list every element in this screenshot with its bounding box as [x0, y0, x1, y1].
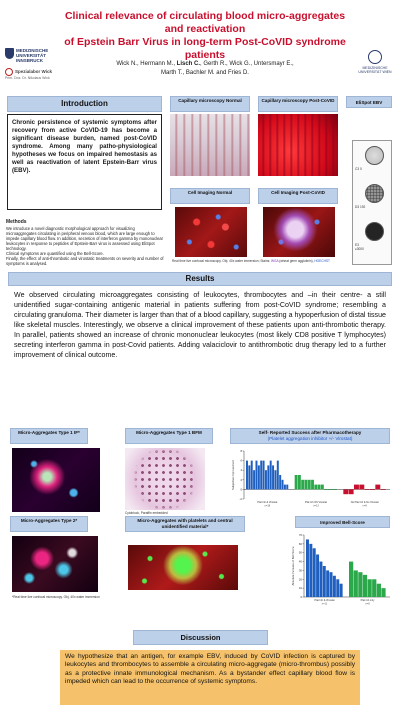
title-line-1: Clinical relevance of circulating blood micro-aggregates and reactivation: [64, 10, 346, 35]
lab-logo: [5, 68, 65, 76]
cell-imaging-normal-image: [175, 207, 247, 257]
y-tick-label: 4: [240, 468, 242, 473]
bar: [282, 480, 284, 490]
bar: [301, 480, 304, 490]
bar: [295, 475, 298, 489]
bar: [319, 562, 322, 597]
group-label: No Plat Inh & No Virostat: [350, 501, 379, 504]
bar: [272, 465, 274, 489]
bar: [260, 461, 262, 490]
university-name: MEDIZINISCHE UNIVERSITÄT INNSBRUCK: [16, 48, 49, 63]
capillary-normal-image: [170, 114, 250, 176]
methods-text-1: We introduce a novel diagnostic morphological approach for visualizing microaggregates circulating in peripheral venous blood, which are large enough to impede capillary blood flow. In addition, secretion of interferon gamma by mononuclear leukocytes in response to peptides of Epstein-Barr virus is assessed using EliSpot technology.: [6, 226, 164, 251]
cap-normal-label: Capillary microscopy Normal: [170, 96, 250, 112]
cell-caption-pre: Real time live confocal microscopy. Obj. 40x water immersion; Stains:: [172, 259, 271, 263]
bar: [327, 489, 330, 490]
seal-icon: [368, 50, 382, 64]
self-reported-chart: [230, 447, 395, 512]
y-tick-label: 60: [298, 541, 302, 546]
cell-normal-label: Cell Imaging Normal: [170, 188, 250, 204]
group-n-label: n=11: [321, 602, 328, 606]
bar: [255, 461, 257, 490]
bar: [267, 465, 269, 489]
y-tick-label: 0: [240, 487, 242, 492]
y-tick-label: 0: [300, 595, 302, 599]
self-reported-sub: (Platelet aggregation inhibitor +/- Virostat): [267, 435, 353, 441]
cell-post-label: Cell Imaging Post-CoVID: [258, 188, 338, 204]
group-label: Plat Inh & Virostat: [257, 501, 278, 504]
poster-title: [60, 10, 350, 62]
group-label: Plat Inh OS Virostat: [305, 501, 327, 504]
bar: [314, 485, 317, 490]
results-text: We observed circulating microaggregates consisting of leukocytes, thrombocytes and –in their centre- a still unidentified sugar-containing antigenic material in patients suffering from post-CoVID syndrome; resembling a circulating granuloma. Their diameter is larger than that of a blood capillary, suggesting a hypoperfusion of distal tissue like skeletal muscles. Interestingly, we observe a clinical improvement of these patients upon anti-thrombotic therapy. In parallel, patients showed an increase of chronic mononuclear leukocytes (most likely CD8 positive T lymphocytes) secreting interferon gamma in post-Covid patients. Adding valaciclovir to antithrombotic drug therapy led to a further improvement of clinical outcome.: [14, 291, 386, 359]
university-logo: [5, 48, 65, 90]
bar: [270, 461, 272, 490]
group-n-label: n=18: [264, 504, 271, 508]
group-label: Plat Inh & Virostat: [314, 599, 335, 602]
platelets-label: Micro-Aggregates with platelets and central unidentified material*: [125, 516, 245, 532]
bar: [372, 579, 376, 597]
bar: [358, 572, 362, 597]
y-tick-label: 6: [240, 458, 242, 463]
meduni-wien-text: MEDIZINISCHE UNIVERSITÄT WIEN: [358, 66, 392, 74]
methods-text-3: Finally, the effect of anti-thrombotic and virostatic treatments on severity and number of symptoms is analysed.: [6, 256, 164, 266]
authors-line-2: Marth T., Bachler M. and Fries D.: [161, 70, 249, 76]
bar: [359, 485, 364, 490]
elispot-panel: [352, 140, 392, 265]
results-heading: Results: [8, 272, 392, 286]
methods-heading: Methods: [6, 219, 27, 225]
type1-bfm-label: Micro-Aggregates Type 1 BFM: [125, 428, 213, 444]
y-tick-label: 30: [298, 568, 302, 573]
bar: [277, 461, 279, 490]
authors-bold: Lisch C.: [176, 61, 200, 67]
group-label: Plat Inh only: [360, 599, 375, 602]
introduction-text: Chronic persistence of systemic symptoms after recovery from active CoVID-19 has become a significant disease burden, named post-CoVID syndrome. Among many patho-physiological hypotheses we focus on impaired hemostasis as well as reactivation of latent Epstein-Barr virus (EBV).: [7, 114, 162, 210]
bar: [370, 489, 375, 490]
bar: [354, 570, 358, 597]
group-n-label: n=8: [365, 602, 370, 606]
bar: [258, 465, 260, 489]
bar: [313, 548, 316, 597]
y-tick-label: 2: [240, 477, 242, 482]
y-axis-label: Subjective Improvement: [231, 459, 235, 491]
authors-pre: Wick N., Hermann M.,: [116, 61, 177, 67]
bar: [284, 485, 286, 490]
bar: [253, 470, 255, 489]
cell-imaging-postcovid-image: [263, 207, 335, 257]
bell-label: Improved Bell-Score: [295, 516, 390, 528]
bar: [340, 584, 343, 597]
y-axis-label: Absolute Increase of Bell Score: [291, 546, 295, 586]
methods-text-2: Clinical symptoms are quantified using the Bell-Score.: [6, 251, 104, 256]
bar: [305, 480, 308, 490]
bar: [381, 588, 385, 597]
elispot-c3-label: C3 0: [355, 167, 362, 171]
bar: [363, 575, 367, 597]
type2-image: [12, 536, 98, 592]
y-tick-label: 40: [298, 559, 302, 564]
meduni-wien-logo: [355, 50, 395, 80]
lab-sub: Prim. Doz. Dr. Nikolaus Wick: [5, 76, 50, 80]
cell-imaging-caption: [172, 259, 352, 263]
bar: [377, 584, 381, 597]
bar: [316, 554, 319, 597]
bar: [349, 489, 354, 494]
type1-if-image: [12, 448, 100, 512]
elispot-e3-label: E3 ≥3000: [355, 243, 364, 251]
discussion-heading: Discussion: [133, 630, 268, 645]
author-list: [80, 60, 330, 78]
bar: [248, 465, 250, 489]
y-tick-label: 10: [298, 586, 302, 591]
bar: [279, 475, 281, 489]
bar: [368, 579, 372, 597]
capillary-postcovid-image: [258, 114, 338, 176]
bar: [309, 544, 312, 597]
crest-icon: [5, 48, 14, 59]
self-reported-title: Self- Reported Success after Pharmacotherapy: [258, 430, 362, 435]
cell-caption-mid: (wheat germ agglutinin),: [278, 259, 315, 263]
y-tick-label: 50: [298, 550, 302, 555]
bar: [381, 489, 386, 490]
cap-post-label: Capillary microscopy Post-CoVID: [258, 96, 338, 112]
y-tick-label: 20: [298, 577, 302, 582]
type1-if-label: Micro-Aggregates Type 1 IF*: [10, 428, 88, 444]
bar: [349, 562, 353, 597]
elispot-label: EliSpot EBV: [346, 96, 392, 108]
y-tick-label: -2: [239, 497, 242, 501]
type2-label: Micro-Aggregates Type 2*: [10, 516, 88, 532]
bar: [321, 485, 324, 490]
cell-caption-wga: WGA: [270, 259, 279, 263]
elispot-well-e3: [365, 222, 384, 241]
elispot-d3-label: D3 192: [355, 205, 366, 209]
bar: [365, 489, 370, 490]
authors-line-1: [80, 60, 330, 69]
elispot-well-c3: [365, 146, 384, 165]
bar: [246, 461, 248, 490]
bar: [336, 579, 339, 597]
bar: [324, 489, 327, 490]
bar: [323, 566, 326, 597]
bar: [251, 461, 253, 490]
elispot-well-d3: [365, 184, 384, 203]
title-line-2: of Epstein Barr Virus in long-term Post-CoVID syndrome patients: [64, 36, 346, 61]
bar: [330, 572, 333, 597]
introduction-heading: Introduction: [7, 96, 162, 112]
self-reported-label: [230, 428, 390, 444]
bell-score-chart: [290, 531, 395, 611]
bar: [331, 489, 334, 490]
authors-post: , Gerth R., Wick G., Untersmayr E.,: [200, 61, 294, 67]
bar: [263, 461, 265, 490]
bar: [306, 539, 309, 597]
bar: [298, 475, 301, 489]
bottom-caption: *Real time live confocal microscopy. Obj. 40x water immersion: [12, 595, 100, 599]
bar: [265, 470, 267, 489]
self-reported-chart-svg: [230, 447, 395, 512]
bar: [274, 470, 276, 489]
bar: [333, 576, 336, 597]
group-n-label: n=13: [313, 504, 319, 508]
group-n-label: n=8: [362, 504, 367, 508]
bar: [354, 485, 359, 490]
bar: [286, 485, 288, 490]
bar: [375, 485, 380, 490]
methods-section: [6, 220, 166, 266]
bfm-caption: Cytoblock, Paraffin embedded: [125, 511, 168, 515]
type1-bfm-image: [125, 448, 205, 510]
lab-name: Spezialabor Wick: [15, 69, 52, 75]
cell-caption-hoechst: HOECHST: [314, 259, 330, 263]
bar: [308, 480, 311, 490]
bar: [311, 480, 314, 490]
y-tick-label: 70: [298, 533, 302, 537]
discussion-text: We hypothesize that an antigen, for example EBV, induced by CoVID infection is captured by leukocytes and thrombocytes to assemble a circulating micro-aggregate (micro-thrombus) possibly as a protective innate immunological mechanism. As a bystander effect capillary blood flow is impeded which can lead to the occurrence of systemic symptoms.: [60, 650, 360, 705]
bfm-dots: [125, 448, 205, 510]
bar: [343, 489, 348, 494]
lab-mark-icon: [5, 68, 13, 76]
bar: [326, 570, 329, 597]
bar: [334, 489, 337, 490]
bar: [318, 485, 321, 490]
bell-score-chart-svg: [290, 531, 395, 611]
y-tick-label: 8: [240, 449, 242, 453]
platelets-image: [128, 545, 238, 590]
